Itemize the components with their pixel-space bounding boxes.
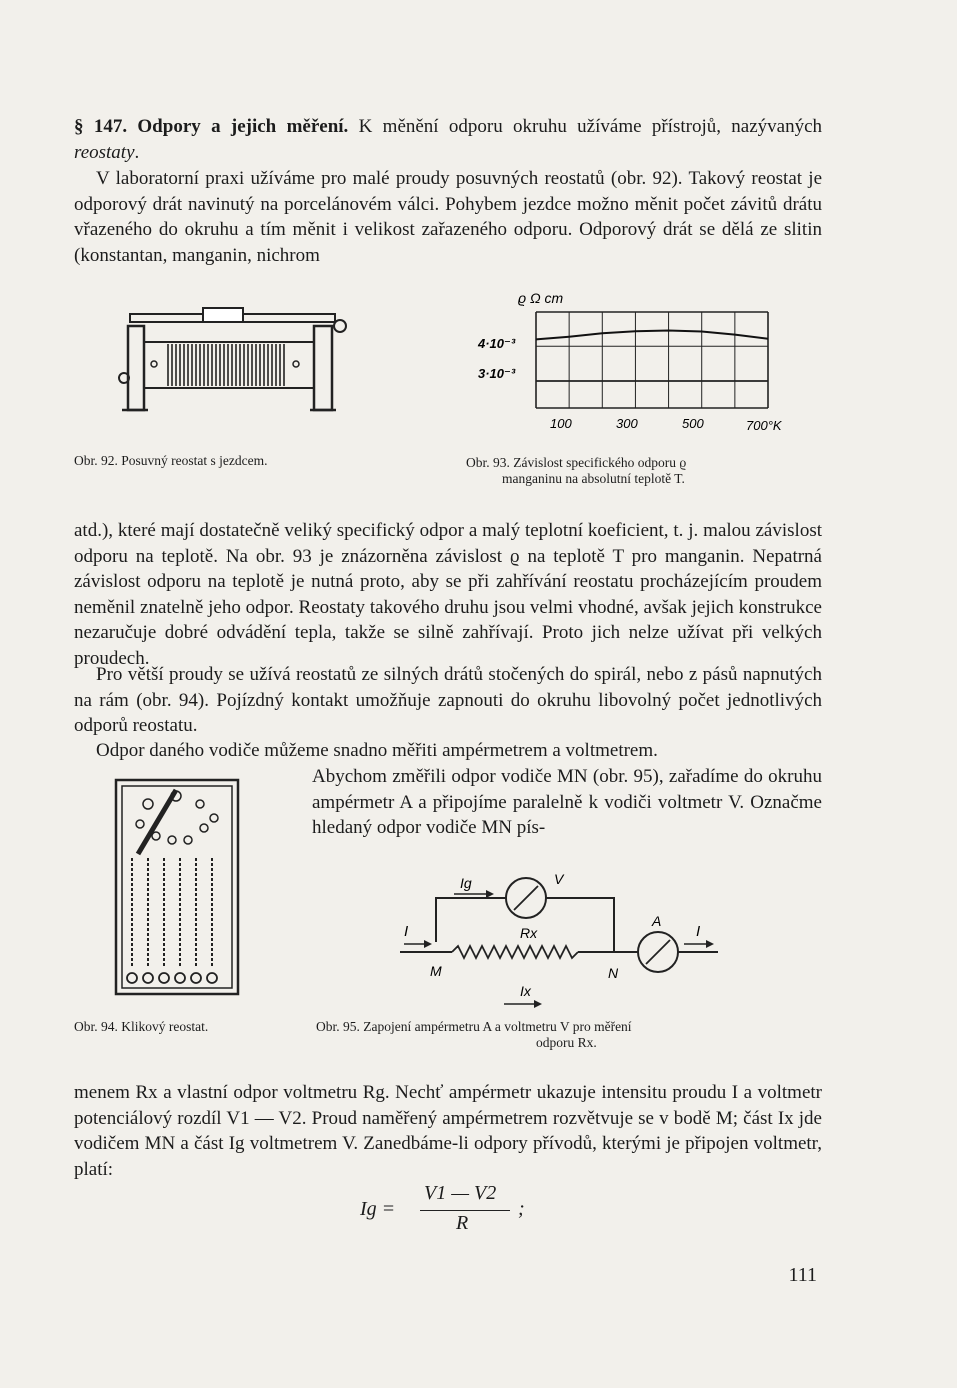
paragraph-4-side: Abychom změřili odpor vodiče MN (obr. 95), zařadíme do okruhu ampérmetr A a připojíme paralelně k vodiči voltmetr V. Označme hledaný odpor vodiče MN pís- xyxy=(312,766,822,838)
section-number: § 147. xyxy=(74,116,128,137)
label-i-left: I xyxy=(404,923,409,940)
formula-ig xyxy=(360,1182,620,1238)
series-manganin-line xyxy=(536,331,768,340)
x-tick-500: 500 xyxy=(682,416,704,431)
section-title: Odpory a jejich měření. xyxy=(137,116,349,137)
formula-numerator: V1 — V2 xyxy=(424,1182,497,1204)
formula-bar xyxy=(420,1210,510,1211)
page-number: 111 xyxy=(788,1264,817,1286)
paragraph-2: atd.), které mají dostatečně veliký specifický odpor a malý teplotní koeficient, t. j. malou závislost odporu na teplotě. Na obr. 93 je znázorněna závislost ϱ na teplotě T pro manganin. Nepatrná závislost odporu na teplotě je nutná proto, aby se při zahřívání reostatu procházejícím proudem neměnil znatelně jeho odpor. Reostaty takového druhu jsou velmi vhodné, avšak jejich konstrukce nezaručuje dobré odvádění tepla, takže se silně zahřívají. Proto jich nelze užívat při velkých proudech. xyxy=(74,520,822,669)
figure-93-chart xyxy=(468,286,808,438)
paragraph-4-lead: Odpor daného vodiče můžeme snadno měřiti ampérmetrem a voltmetrem. xyxy=(96,740,658,761)
y-tick-4e-3: 4·10⁻³ xyxy=(478,336,516,351)
label-m: M xyxy=(430,963,442,979)
figure-92-caption: Obr. 92. Posuvný reostat s jezdcem. xyxy=(74,453,268,468)
label-v: V xyxy=(554,871,564,887)
resistor-rx xyxy=(452,946,578,958)
paragraph-5: menem Rx a vlastní odpor voltmetru Rg. Nechť ampérmetr ukazuje intensitu proudu I a voltmetr potenciálový rozdíl V1 — V2. Proud naměřený ampérmetrem rozvětvuje se v bodě M; část Ix jde vodičem MN a část Ig voltmetrem V. Zanedbáme-li odpory přívodů, kterými je připojen voltmetr, platí: xyxy=(74,1082,822,1180)
label-ix: Ix xyxy=(520,983,531,999)
section-heading: § 147. Odpory a jejich měření. K měnění odporu okruhu užíváme přístrojů, nazývaných reostaty. xyxy=(74,116,823,163)
paragraph-1: V laboratorní praxi užíváme pro malé proudy posuvných reostatů (obr. 92). Takový reostat je odporový drát navinutý na porcelánovém válci. Pohybem jezdce možno měnit počet závitů drátu vřazeného do okruhu a tím měnit i velikost zařazeného odporu. Odporový drát se dělá ze slitin (konstantan, manganin, nichrom xyxy=(74,168,822,266)
x-tick-300: 300 xyxy=(616,416,638,431)
figure-94-caption: Obr. 94. Klikový reostat. xyxy=(74,1019,209,1034)
figure-92-rheostat xyxy=(118,306,348,418)
figure-95-caption-line1: Obr. 95. Zapojení ampérmetru A a voltmetru V pro měření xyxy=(316,1019,632,1034)
label-a: A xyxy=(652,913,662,929)
figure-93-caption-line1: Obr. 93. Závislost specifického odporu ϱ xyxy=(466,455,687,470)
chart-ylabel: ϱ Ω cm xyxy=(518,290,564,306)
label-rx: Rx xyxy=(520,925,538,941)
paragraph-3: Pro větší proudy se užívá reostatů ze silných drátů stočených do spirál, nebo z pásů napnutých na rám (obr. 94). Pojízdný kontakt umožňuje zapnouti do okruhu libovolný počet jednotlivých odporů reostatu. xyxy=(74,664,822,736)
label-i-right: I xyxy=(696,923,701,940)
formula-lhs: Ig = xyxy=(360,1198,396,1220)
x-tick-700: 700°K xyxy=(746,418,782,433)
heading-italic: reostaty xyxy=(74,141,135,163)
formula-end: ; xyxy=(518,1198,525,1220)
figure-93-caption-line2: manganinu na absolutní teplotě T. xyxy=(502,471,685,486)
heading-text: K měnění odporu okruhu užíváme přístrojů, nazývaných xyxy=(358,116,823,137)
formula-denominator: R xyxy=(456,1212,469,1234)
label-ig: Ig xyxy=(460,875,472,891)
chart-grid xyxy=(536,312,768,408)
figure-95-circuit xyxy=(400,864,720,1014)
x-tick-100: 100 xyxy=(550,416,572,431)
y-tick-3e-3: 3·10⁻³ xyxy=(478,366,516,381)
rheostat-drawing xyxy=(118,306,348,418)
label-n: N xyxy=(608,965,619,981)
figure-95-caption-line2: odporu Rx. xyxy=(536,1035,597,1050)
resistivity-chart xyxy=(468,286,808,438)
figure-94-crank-rheostat xyxy=(114,778,240,996)
